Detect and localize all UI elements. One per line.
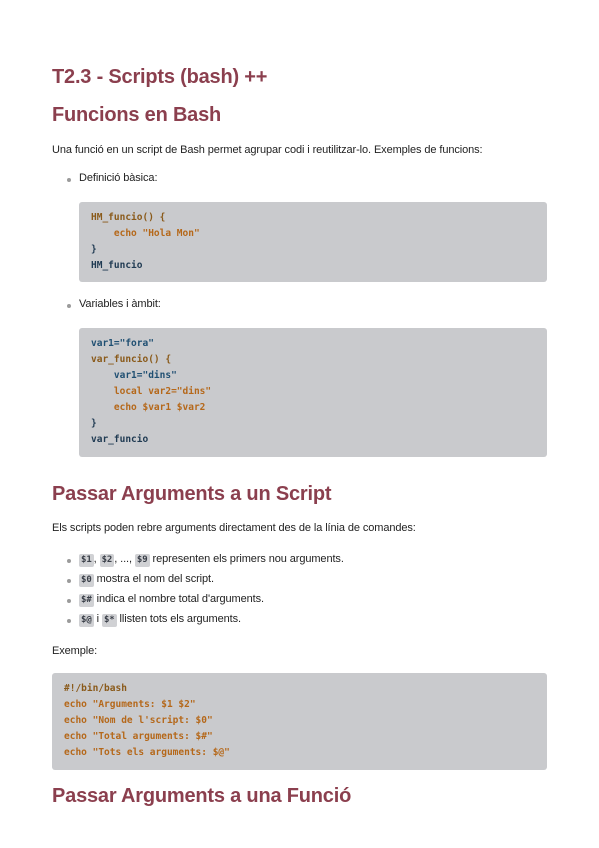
section-heading-arguments-script: Passar Arguments a un Script <box>52 483 332 505</box>
inline-code: $@ <box>81 615 92 625</box>
page-title: T2.3 - Scripts (bash) ++ <box>52 66 268 88</box>
code-line <box>91 226 535 242</box>
code-line <box>91 336 535 352</box>
bullet-text: representen els primers nou arguments. <box>152 553 344 565</box>
code-token: var_funcio() { <box>91 354 172 365</box>
section-heading-arguments-funcio: Passar Arguments a una Funció <box>52 785 352 807</box>
args-bullet-positional <box>79 553 344 567</box>
inline-code: $1 <box>81 555 92 565</box>
item-variables-ambit: Variables i àmbit: <box>79 298 161 310</box>
code-token: } <box>91 418 97 429</box>
code-line <box>91 210 535 226</box>
separator: , <box>93 553 97 565</box>
code-token: HM_funcio <box>91 260 143 271</box>
code-line <box>64 729 535 745</box>
code-token: var1="dins" <box>91 370 177 381</box>
code-token: var_funcio <box>91 434 149 445</box>
code-token: echo "Hola Mon" <box>91 228 200 239</box>
code-token: echo "Total arguments: $#" <box>64 731 213 742</box>
code-line <box>91 384 535 400</box>
code-line <box>64 681 535 697</box>
code-block-example <box>52 673 547 770</box>
code-token: HM_funcio() { <box>91 212 166 223</box>
code-token: } <box>91 244 97 255</box>
inline-code: $2 <box>101 555 113 565</box>
code-line <box>91 368 535 384</box>
code-block-variables <box>79 328 547 457</box>
code-line <box>64 697 535 713</box>
code-token: echo "Tots els arguments: $@" <box>64 747 230 758</box>
code-token: var1="fora" <box>91 338 154 349</box>
args-bullet-name <box>79 573 214 587</box>
code-token: echo "Arguments: $1 $2" <box>64 699 196 710</box>
example-label: Exemple: <box>52 645 98 657</box>
bullet-icon <box>67 178 71 182</box>
code-line <box>91 352 535 368</box>
inline-code: $0 <box>81 575 92 585</box>
bullet-icon <box>67 619 71 623</box>
bullet-text: llisten tots els arguments. <box>119 613 241 625</box>
funcions-intro: Una funció en un script de Bash permet agrupar codi i reutilitzar-lo. Exemples de funcions: <box>52 144 483 156</box>
code-token: local var2="dins" <box>91 386 212 397</box>
bullet-connector: i <box>96 613 99 625</box>
code-token: echo $var1 $var2 <box>91 402 206 413</box>
arguments-intro: Els scripts poden rebre arguments directament des de la línia de comandes: <box>52 522 416 534</box>
code-line <box>91 242 535 258</box>
args-bullet-count <box>79 593 264 607</box>
inline-code: $9 <box>136 555 148 565</box>
bullet-icon <box>67 579 71 583</box>
code-line <box>91 416 535 432</box>
bullet-icon <box>67 599 71 603</box>
code-line <box>64 713 535 729</box>
bullet-text: indica el nombre total d'arguments. <box>96 593 264 605</box>
code-block-definicio <box>79 202 547 282</box>
code-token: #!/bin/bash <box>64 683 127 694</box>
code-line <box>64 745 535 761</box>
code-line <box>91 400 535 416</box>
bullet-icon <box>67 559 71 563</box>
inline-code: $* <box>103 615 115 625</box>
code-line <box>91 258 535 274</box>
section-heading-funcions: Funcions en Bash <box>52 104 222 126</box>
bullet-icon <box>67 304 71 308</box>
code-token: echo "Nom de l'script: $0" <box>64 715 213 726</box>
separator: , ..., <box>114 553 135 565</box>
item-definicio-basica: Definició bàsica: <box>79 172 158 184</box>
inline-code: $# <box>81 595 92 605</box>
bullet-text: mostra el nom del script. <box>96 573 214 585</box>
code-line <box>91 432 535 448</box>
args-bullet-all <box>79 613 241 627</box>
